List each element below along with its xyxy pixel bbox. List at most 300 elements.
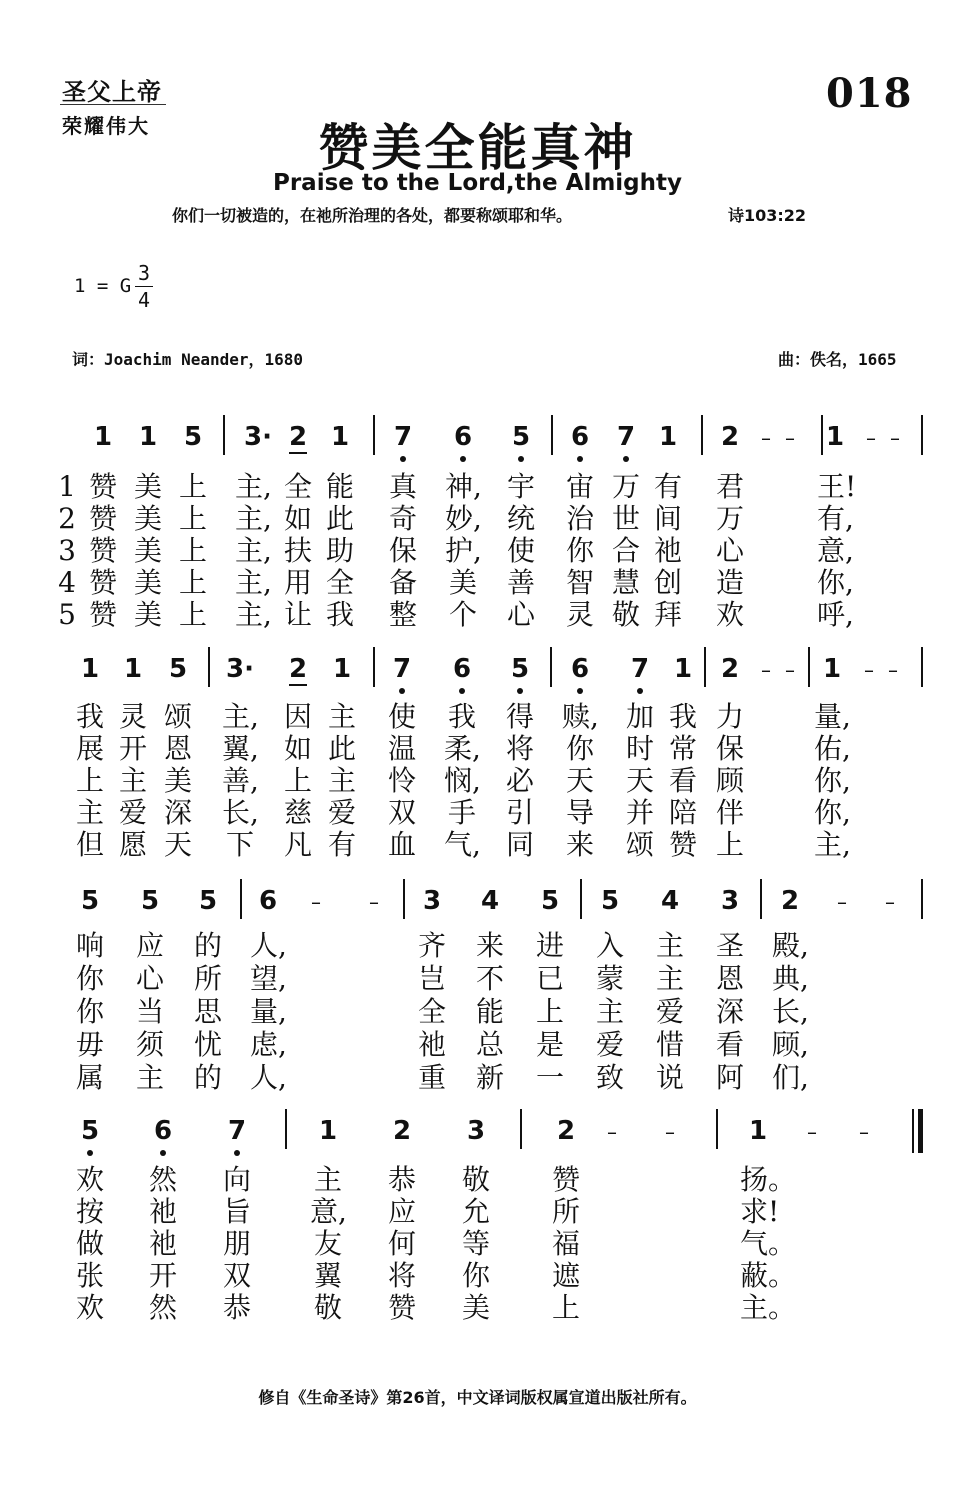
verse-number: 1 (58, 470, 76, 503)
note-digit: 1 (330, 422, 350, 452)
lyric-char: 使 (387, 700, 416, 733)
lyric-char: 爱 (655, 995, 684, 1028)
note-low-dot (400, 456, 406, 462)
note (817, 655, 847, 683)
lyric-char: 能 (325, 470, 354, 503)
note (625, 655, 655, 683)
lyric-char: 我 (447, 700, 476, 733)
lyric-char: 神, (445, 470, 482, 503)
bar-line (921, 647, 923, 687)
lyric-char: 扶 (283, 534, 312, 567)
lyric-char: 主, (814, 828, 851, 861)
note (388, 423, 418, 451)
note-digit: – (607, 1120, 617, 1144)
lyric-char: 一 (535, 1061, 564, 1094)
lyric-char: 整 (388, 598, 417, 631)
lyric-char: 主, (235, 470, 272, 503)
note-digit: – (864, 658, 874, 682)
note-low-dot (577, 456, 583, 462)
bar-line (520, 1109, 522, 1149)
lyric-char: 齐 (417, 929, 446, 962)
note-dash (655, 1117, 685, 1146)
lyric-char: 全 (417, 995, 446, 1028)
bar-line (285, 1109, 287, 1149)
lyric-char: 祂 (417, 1028, 446, 1061)
lyric-char: 遮 (551, 1259, 580, 1292)
lyric-char: 恭 (222, 1291, 251, 1324)
lyric-char: 量, (814, 700, 851, 733)
lyric-char: 总 (475, 1028, 504, 1061)
note-dash (775, 655, 805, 684)
note-low-dot (623, 456, 629, 462)
note (225, 655, 255, 683)
lyric-char: 殿, (772, 929, 809, 962)
note-digit: 5 (511, 422, 531, 452)
note-low-dot (517, 688, 523, 694)
lyric-char: 入 (595, 929, 624, 962)
lyric-char: 爱 (595, 1028, 624, 1061)
note (133, 423, 163, 451)
lyric-char: 有 (653, 470, 682, 503)
note-low-dot (234, 1150, 240, 1156)
lyric-char: 颂 (625, 828, 654, 861)
lyric-char: 灵 (565, 598, 594, 631)
note-digit: 1 (138, 422, 158, 452)
lyric-char: 温 (387, 732, 416, 765)
lyric-char: 赞 (88, 502, 117, 535)
lyric-char: 上 (178, 502, 207, 535)
note (118, 655, 148, 683)
lyric-char: 宙 (565, 470, 594, 503)
lyric-char: 主 (595, 995, 624, 1028)
bar-line (701, 415, 703, 455)
verse-number: 3 (58, 534, 76, 567)
lyric-char: 上 (535, 995, 564, 1028)
lyric-char: 护, (445, 534, 482, 567)
note-digit: 1 (673, 654, 693, 684)
note-digit: 6 (453, 422, 473, 452)
lyric-char: 你 (565, 534, 594, 567)
lyric-char: 加 (625, 700, 654, 733)
lyric-char: 的 (193, 929, 222, 962)
note-digit: 2 (288, 654, 308, 684)
lyric-char: 凡 (283, 828, 312, 861)
lyric-char: 向 (222, 1163, 251, 1196)
lyric-char: 顾 (715, 764, 744, 797)
note (551, 1117, 581, 1145)
lyric-char: 世 (611, 502, 640, 535)
lyric-char: 美 (461, 1291, 490, 1324)
lyric-char: 须 (135, 1028, 164, 1061)
lyric-char: 宇 (506, 470, 535, 503)
lyric-char: 保 (388, 534, 417, 567)
note-digit: 5 (510, 654, 530, 684)
lyric-char: 意, (817, 534, 854, 567)
lyric-char: 属 (75, 1061, 104, 1094)
bar-line (373, 415, 375, 455)
note (743, 1117, 773, 1145)
lyric-char: 伴 (715, 796, 744, 829)
lyric-char: 开 (118, 732, 147, 765)
time-signature-top: 3 (137, 261, 151, 285)
note-digit: – (369, 890, 379, 914)
note (655, 887, 685, 915)
lyric-char: 奇 (388, 502, 417, 535)
note (75, 1117, 105, 1145)
note (715, 887, 745, 915)
lyric-char: 上 (178, 566, 207, 599)
hymn-title: 赞美全能真神 (318, 118, 637, 177)
lyric-char: 天 (163, 828, 192, 861)
note-dash (880, 423, 910, 452)
note (283, 423, 313, 451)
note-dash (878, 655, 908, 684)
lyric-char: 望, (250, 962, 287, 995)
note (505, 655, 535, 683)
scripture-reference: 诗103:22 (728, 206, 807, 225)
time-signature-line (135, 286, 153, 287)
note-digit: 1 (822, 654, 842, 684)
lyric-char: 主 (313, 1163, 342, 1196)
note-digit: 1 (318, 1116, 338, 1146)
lyric-char: 引 (505, 796, 534, 829)
lyric-char: 主, (235, 502, 272, 535)
lyric-char: 长, (772, 995, 809, 1028)
lyric-char: 美 (133, 566, 162, 599)
lyric-char: 恭 (387, 1163, 416, 1196)
note-digit: – (807, 1120, 817, 1144)
lyric-char: 敬 (461, 1163, 490, 1196)
note (222, 1117, 252, 1145)
note-digit: 2 (288, 422, 308, 452)
note-underline (289, 684, 307, 686)
lyric-char: 何 (387, 1227, 416, 1260)
lyric-char: 双 (222, 1259, 251, 1292)
lyric-char: 此 (325, 502, 354, 535)
note (775, 887, 805, 915)
note-digit: 1 (93, 422, 113, 452)
lyric-char: 赞 (88, 470, 117, 503)
lyric-char: 顾, (772, 1028, 809, 1061)
lyric-char: 敬 (313, 1291, 342, 1324)
lyric-char: 力 (715, 700, 744, 733)
lyric-char: 展 (75, 732, 104, 765)
lyric-char: 佑, (814, 732, 851, 765)
lyric-char: 上 (178, 470, 207, 503)
lyric-char: 将 (505, 732, 534, 765)
lyric-char: 你, (814, 796, 851, 829)
lyric-char: 有 (327, 828, 356, 861)
note (668, 655, 698, 683)
lyric-char: 心 (715, 534, 744, 567)
lyric-char: 翼 (313, 1259, 342, 1292)
lyric-char: 量, (250, 995, 287, 1028)
note-digit: 2 (720, 654, 740, 684)
lyric-char: 来 (475, 929, 504, 962)
note-digit: 5 (140, 886, 160, 916)
bar-line (373, 647, 375, 687)
lyric-char: 智 (565, 566, 594, 599)
lyric-char: 血 (387, 828, 416, 861)
note-digit: – (665, 1120, 675, 1144)
lyric-char: 合 (611, 534, 640, 567)
lyric-char: 主, (235, 534, 272, 567)
note-digit: 4 (660, 886, 680, 916)
lyric-char: 欢 (715, 598, 744, 631)
note (447, 655, 477, 683)
lyric-char: 翼, (222, 732, 259, 765)
lyric-char: 主, (235, 598, 272, 631)
lyric-char: 将 (387, 1259, 416, 1292)
lyric-char: 助 (325, 534, 354, 567)
note-digit: 1 (658, 422, 678, 452)
lyric-char: 祂 (148, 1227, 177, 1260)
lyric-char: 开 (148, 1259, 177, 1292)
lyric-char: 然 (148, 1163, 177, 1196)
lyric-char: 主 (327, 700, 356, 733)
lyric-char: 善, (222, 764, 259, 797)
lyric-char: 阿 (715, 1061, 744, 1094)
bar-line (551, 415, 553, 455)
scripture-verse: 你们一切被造的，在祂所治理的各处，都要称颂耶和华。 (172, 206, 573, 225)
lyric-char: 全 (283, 470, 312, 503)
lyric-char: 万 (611, 470, 640, 503)
lyric-char: 同 (505, 828, 534, 861)
lyric-char: 心 (506, 598, 535, 631)
note (475, 887, 505, 915)
lyric-char: 人, (250, 1061, 287, 1094)
note-dash (359, 887, 389, 916)
bar-line (403, 879, 405, 919)
verse-number: 2 (58, 502, 76, 535)
note-digit: – (866, 426, 876, 450)
note-dash (597, 1117, 627, 1146)
lyric-char: 已 (535, 962, 564, 995)
lyric-char: 君 (715, 470, 744, 503)
lyric-char: 应 (387, 1195, 416, 1228)
note-digit: – (761, 426, 771, 450)
lyric-char: 必 (505, 764, 534, 797)
note-dash (827, 887, 857, 916)
note (193, 887, 223, 915)
note-digit: – (888, 658, 898, 682)
lyric-char: 导 (565, 796, 594, 829)
lyric-char: 说 (655, 1061, 684, 1094)
lyric-char: 上 (178, 534, 207, 567)
note (163, 655, 193, 683)
note-digit: 7 (616, 422, 636, 452)
lyric-char: 美 (133, 470, 162, 503)
bar-line (921, 415, 923, 455)
note-digit: – (761, 658, 771, 682)
note-digit: – (785, 426, 795, 450)
note-digit: – (311, 890, 321, 914)
note (75, 655, 105, 683)
lyric-char: 用 (283, 566, 312, 599)
lyric-char: 心 (135, 962, 164, 995)
lyric-char: 赞 (88, 598, 117, 631)
lyric-char: 拜 (653, 598, 682, 631)
lyric-char: 你 (75, 995, 104, 1028)
lyric-char: 然 (148, 1291, 177, 1324)
note-digit: 1 (748, 1116, 768, 1146)
note-low-dot (577, 688, 583, 694)
note-digit: 1 (332, 654, 352, 684)
lyric-char: 并 (625, 796, 654, 829)
note-digit: 7 (630, 654, 650, 684)
bar-line (208, 647, 210, 687)
lyric-char: 王! (817, 470, 857, 503)
lyric-char: 扬。 (740, 1163, 797, 1196)
note (565, 655, 595, 683)
note-underline (289, 452, 307, 454)
note-digit: 5 (183, 422, 203, 452)
note-digit: 1 (80, 654, 100, 684)
lyric-char: 善 (506, 566, 535, 599)
lyric-char: 上 (551, 1291, 580, 1324)
lyric-char: 慧 (611, 566, 640, 599)
note-digit: 2 (780, 886, 800, 916)
lyric-char: 此 (327, 732, 356, 765)
lyric-char: 统 (506, 502, 535, 535)
lyric-char: 主 (327, 764, 356, 797)
lyric-char: 友 (313, 1227, 342, 1260)
lyric-char: 意, (310, 1195, 347, 1228)
bar-line (240, 879, 242, 919)
lyric-char: 主 (75, 796, 104, 829)
lyric-char: 做 (75, 1227, 104, 1260)
lyric-char: 赎, (562, 700, 599, 733)
lyric-char: 福 (551, 1227, 580, 1260)
note (506, 423, 536, 451)
note-dash (301, 887, 331, 916)
lyric-char: 赞 (551, 1163, 580, 1196)
note (461, 1117, 491, 1145)
lyric-char: 深 (715, 995, 744, 1028)
lyric-char: 我 (325, 598, 354, 631)
lyric-char: 但 (75, 828, 104, 861)
lyric-char: 赞 (668, 828, 697, 861)
lyric-char: 祂 (653, 534, 682, 567)
lyric-char: 不 (475, 962, 504, 995)
lyric-char: 使 (506, 534, 535, 567)
lyric-char: 等 (461, 1227, 490, 1260)
note-digit: 7 (227, 1116, 247, 1146)
lyric-char: 所 (193, 962, 222, 995)
lyric-char: 典, (772, 962, 809, 995)
note-low-dot (399, 688, 405, 694)
category-divider (60, 104, 166, 105)
note-dash (849, 1117, 879, 1146)
lyric-char: 手 (447, 796, 476, 829)
lyric-char: 你 (75, 962, 104, 995)
lyric-char: 美 (163, 764, 192, 797)
lyric-char: 主 (655, 929, 684, 962)
note-digit: 6 (570, 654, 590, 684)
lyric-char: 时 (625, 732, 654, 765)
lyric-char: 柔, (444, 732, 481, 765)
lyric-char: 我 (668, 700, 697, 733)
lyric-char: 所 (551, 1195, 580, 1228)
note (135, 887, 165, 915)
lyric-char: 爱 (118, 796, 147, 829)
note (417, 887, 447, 915)
lyric-char: 真 (388, 470, 417, 503)
lyric-char: 爱 (327, 796, 356, 829)
lyric-char: 虑, (250, 1028, 287, 1061)
lyric-char: 我 (75, 700, 104, 733)
lyric-char: 颂 (163, 700, 192, 733)
lyric-char: 当 (135, 995, 164, 1028)
lyric-char: 深 (163, 796, 192, 829)
lyric-char: 让 (283, 598, 312, 631)
note (565, 423, 595, 451)
lyric-char: 允 (461, 1195, 490, 1228)
copyright-footer: 修自《生命圣诗》第26首，中文译词版权属宣道出版社所有。 (258, 1388, 697, 1407)
note (283, 655, 313, 683)
lyric-char: 蒙 (595, 962, 624, 995)
note (715, 423, 745, 451)
note-digit: 5 (198, 886, 218, 916)
note (535, 887, 565, 915)
lyric-char: 重 (417, 1061, 446, 1094)
note-digit: 6 (258, 886, 278, 916)
note (448, 423, 478, 451)
lyric-char: 你, (814, 764, 851, 797)
lyric-char: 上 (283, 764, 312, 797)
lyric-char: 如 (283, 732, 312, 765)
lyric-char: 万 (715, 502, 744, 535)
lyric-char: 你 (461, 1259, 490, 1292)
lyric-char: 常 (668, 732, 697, 765)
final-bar-thin (912, 1109, 914, 1153)
note (327, 655, 357, 683)
time-signature (134, 262, 154, 311)
lyric-char: 美 (133, 598, 162, 631)
verse-number: 4 (58, 566, 76, 599)
lyric-char: 应 (135, 929, 164, 962)
lyric-char: 慈 (283, 796, 312, 829)
lyric-char: 天 (625, 764, 654, 797)
note-low-dot (518, 456, 524, 462)
lyric-char: 来 (565, 828, 594, 861)
lyric-char: 美 (133, 502, 162, 535)
category-label: 圣父上帝 (62, 77, 162, 106)
note-digit: 5 (80, 886, 100, 916)
lyric-char: 悯, (444, 764, 481, 797)
note-digit: 7 (393, 422, 413, 452)
note-low-dot (459, 688, 465, 694)
lyric-char: 呼, (817, 598, 854, 631)
lyric-char: 主。 (740, 1291, 797, 1324)
lyric-char: 响 (75, 929, 104, 962)
note-digit: 3 (466, 1116, 486, 1146)
lyric-char: 能 (475, 995, 504, 1028)
note-digit: 3 (720, 886, 740, 916)
note-low-dot (87, 1150, 93, 1156)
lyric-char: 人, (250, 929, 287, 962)
lyric-char: 创 (653, 566, 682, 599)
lyric-char: 敬 (611, 598, 640, 631)
note-digit: 1 (123, 654, 143, 684)
note-digit: 4 (480, 886, 500, 916)
lyric-char: 思 (193, 995, 222, 1028)
lyric-char: 你 (565, 732, 594, 765)
note-digit: – (859, 1120, 869, 1144)
lyric-char: 朋 (222, 1227, 251, 1260)
note-digit: 5 (168, 654, 188, 684)
note-digit: 3· (226, 654, 254, 684)
